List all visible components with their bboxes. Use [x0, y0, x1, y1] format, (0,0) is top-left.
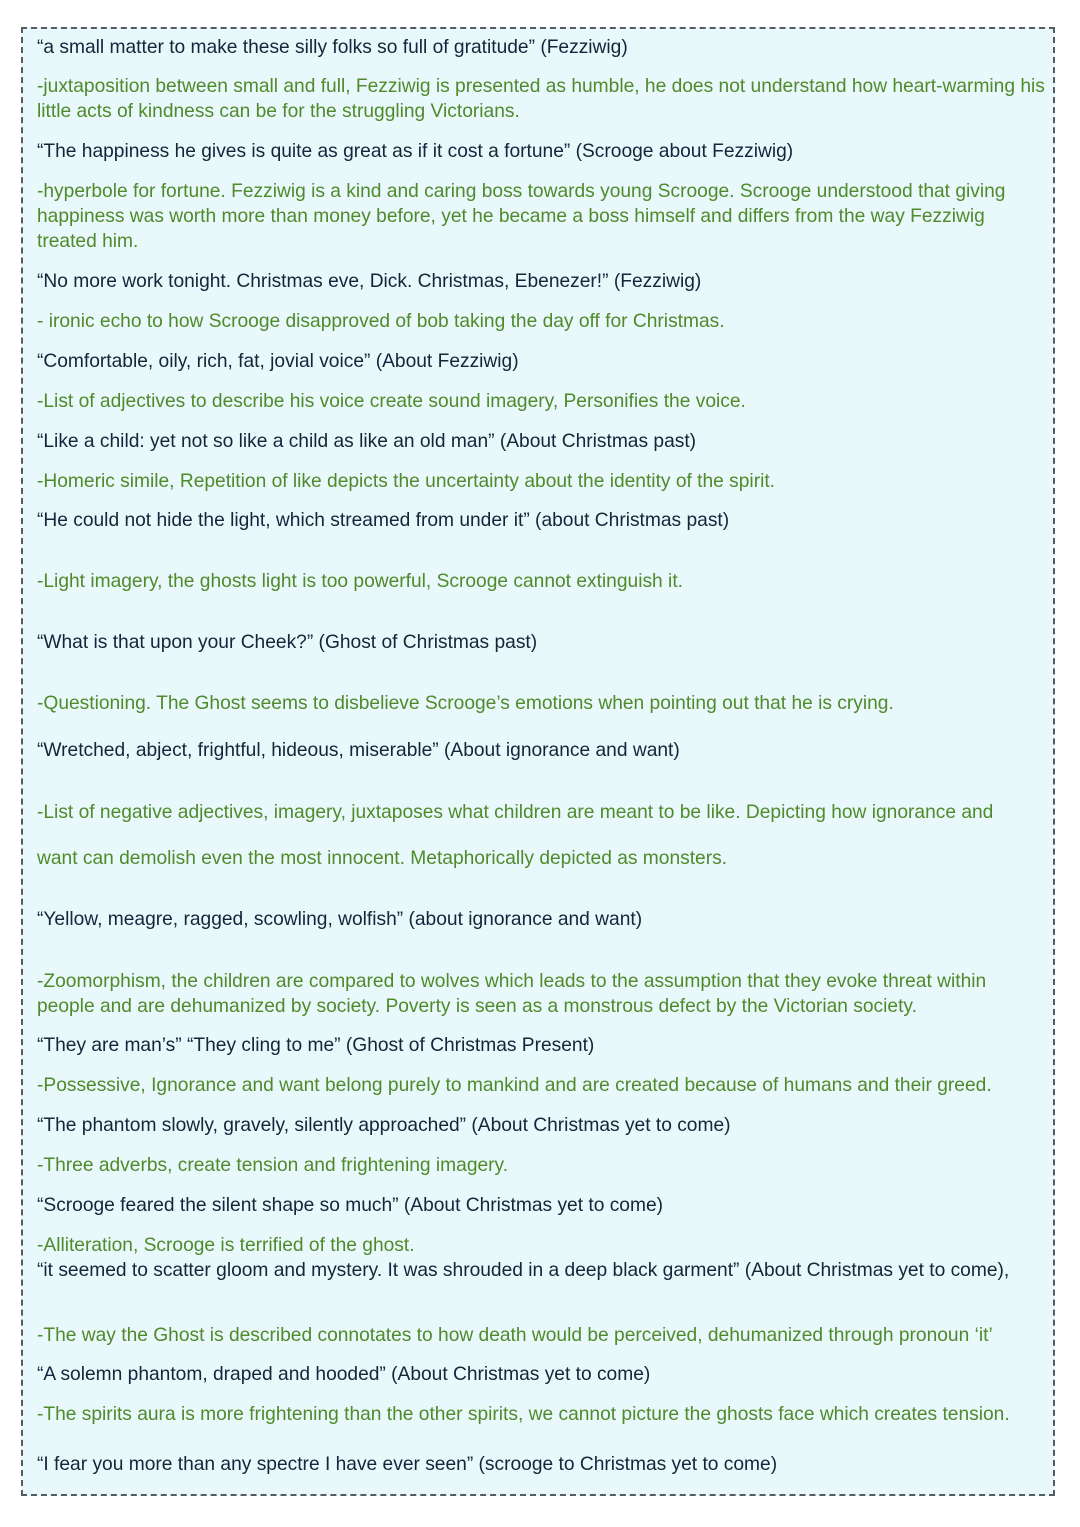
analysis-note: want can demolish even the most innocent. Metaphorically depicted as monsters. [37, 848, 728, 869]
notes-panel [21, 27, 1055, 1496]
analysis-note: -Possessive, Ignorance and want belong purely to mankind and are created because of humans and their greed. [37, 1075, 992, 1096]
quote-line: “it seemed to scatter gloom and mystery. It was shrouded in a deep black garment” (About Christmas yet to come), [37, 1260, 1010, 1281]
quote-line: “Comfortable, oily, rich, fat, jovial voice” (About Fezziwig) [37, 351, 519, 372]
analysis-note: -Zoomorphism, the children are compared to wolves which leads to the assumption that they evoke threat within people and are dehumanized by society. Poverty is seen as a monstrous defect by the Victorian society. [37, 971, 987, 1017]
analysis-note: -Light imagery, the ghosts light is too powerful, Scrooge cannot extinguish it. [37, 571, 683, 592]
analysis-note: -Three adverbs, create tension and frightening imagery. [37, 1155, 509, 1176]
quote-line: “What is that upon your Cheek?” (Ghost of Christmas past) [37, 632, 538, 653]
quote-line: “Like a child: yet not so like a child as like an old man” (About Christmas past) [37, 431, 697, 452]
analysis-note: -The spirits aura is more frightening than the other spirits, we cannot picture the ghosts face which creates tension. [37, 1404, 1010, 1425]
quote-line: “The happiness he gives is quite as great as if it cost a fortune” (Scrooge about Fezziwig) [37, 141, 794, 162]
analysis-note: -juxtaposition between small and full, Fezziwig is presented as humble, he does not understand how heart-warming his little acts of kindness can be for the struggling Victorians. [37, 76, 1045, 122]
analysis-note: - ironic echo to how Scrooge disapproved of bob taking the day off for Christmas. [37, 311, 725, 332]
quote-line: “They are man’s” “They cling to me” (Ghost of Christmas Present) [37, 1035, 595, 1056]
quote-line: “Yellow, meagre, ragged, scowling, wolfish” (about ignorance and want) [37, 909, 643, 930]
analysis-note: -List of negative adjectives, imagery, juxtaposes what children are meant to be like. Depicting how ignorance and [37, 802, 994, 823]
quote-line: “He could not hide the light, which streamed from under it” (about Christmas past) [37, 510, 730, 531]
analysis-note: -Alliteration, Scrooge is terrified of the ghost. [37, 1235, 415, 1256]
analysis-note: -Questioning. The Ghost seems to disbelieve Scrooge’s emotions when pointing out that he is crying. [37, 693, 894, 714]
quote-line: “Wretched, abject, frightful, hideous, miserable” (About ignorance and want) [37, 740, 680, 761]
analysis-note: -List of adjectives to describe his voice create sound imagery, Personifies the voice. [37, 391, 746, 412]
analysis-note: -hyperbole for fortune. Fezziwig is a kind and caring boss towards young Scrooge. Scrooge understood that giving happiness was worth more than money before, yet he became a boss himself and differs from the way Fezziwig treated him. [37, 181, 1006, 252]
quote-line: “No more work tonight. Christmas eve, Dick. Christmas, Ebenezer!” (Fezziwig) [37, 271, 702, 292]
quote-line: “A solemn phantom, draped and hooded” (About Christmas yet to come) [37, 1364, 651, 1385]
quote-line: “The phantom slowly, gravely, silently approached” (About Christmas yet to come) [37, 1115, 731, 1136]
quote-line: “Scrooge feared the silent shape so much” (About Christmas yet to come) [37, 1195, 664, 1216]
analysis-note: -Homeric simile, Repetition of like depicts the uncertainty about the identity of the spirit. [37, 471, 776, 492]
quote-line: “I fear you more than any spectre I have ever seen” (scrooge to Christmas yet to come) [37, 1454, 778, 1475]
quote-line: “a small matter to make these silly folks so full of gratitude” (Fezziwig) [37, 37, 628, 58]
analysis-note: -The way the Ghost is described connotates to how death would be perceived, dehumanized through pronoun ‘it’ [37, 1325, 993, 1346]
